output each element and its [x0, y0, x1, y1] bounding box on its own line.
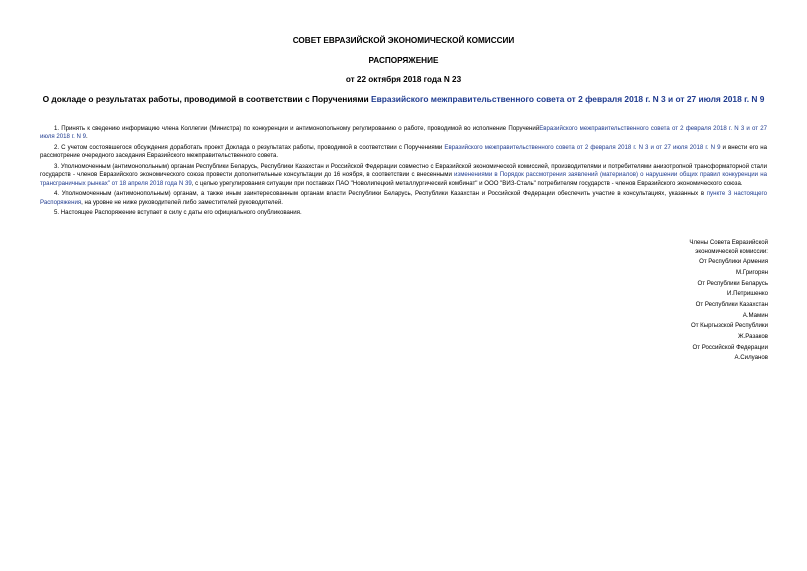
- signatures-heading-line-2: экономической комиссии:: [695, 247, 768, 255]
- paragraph-text: 4. Уполномоченным (антимонопольным) органам, а также иным заинтересованным органам власти Республики Беларусь, Республики Казахстан и Российской Федерации обеспечить участие в консультациях, указанных в: [54, 190, 707, 198]
- paragraph-4: [40, 190, 767, 207]
- paragraph-2: [40, 144, 767, 161]
- signatory-country-armenia: От Республики Армения: [699, 258, 768, 266]
- paragraph-text: .: [86, 133, 88, 141]
- council-heading: СОВЕТ ЕВРАЗИЙСКОЙ ЭКОНОМИЧЕСКОЙ КОМИССИИ: [292, 36, 515, 45]
- signatory-name-belarus: И.Петришенко: [727, 290, 768, 298]
- paragraph-text: 5. Настоящее Распоряжение вступает в силу с даты его официального опубликования.: [54, 209, 302, 217]
- signatures-block: [568, 239, 768, 365]
- paragraph-text: , с целью урегулирования ситуации при поставках ПАО "Новолипецкий металлургический комбинат" и ООО "ВИЗ-Сталь" потребителям государств - членов Евразийского экономического союза.: [191, 179, 743, 187]
- paragraph-text: 2. С учетом состоявшегося обсуждения доработать проект Доклада о результатах работы, проводимой в соответствии с Поручениями: [54, 144, 445, 151]
- paragraph-3: [40, 163, 767, 188]
- signatory-name-russia: А.Силуанов: [734, 354, 768, 362]
- signatures-heading-line-1: Члены Совета Евразийской: [689, 239, 768, 246]
- title-text: О докладе о результатах работы, проводимой в соответствии с Поручениями: [42, 94, 372, 104]
- paragraph-1: [40, 125, 767, 142]
- signatory-name-kyrgyzstan: Ж.Разаков: [737, 333, 768, 341]
- document-type-heading: РАСПОРЯЖЕНИЕ: [368, 56, 439, 65]
- paragraph-link[interactable]: изменениями в Порядок рассмотрения заявлений (материалов) о нарушении общих правил конкуренции на трансграничных рынках" от 18 апреля 2018 года N 39: [40, 171, 767, 187]
- paragraph-text: 3. Уполномоченным (антимонопольным) органам Республики Беларусь, Республики Казахстан и Российской Федерации совместно с Евразийской экономической комиссией, производителями и потребителями анизотропной трансформаторной стали государств - членов Евразийского экономического союза провести дополнительные консультации до 16 ноября, в соответствии с внесенными: [40, 163, 767, 179]
- signatory-country-belarus: От Республики Беларусь: [697, 279, 768, 287]
- signatory-country-kazakhstan: От Республики Казахстан: [695, 301, 768, 309]
- document-body: [40, 125, 767, 220]
- paragraph-text: , на уровне не ниже руководителей либо заместителей руководителей.: [81, 198, 283, 206]
- paragraph-text: 1. Принять к сведению информацию члена Коллегии (Министра) по конкуренции и антимонопольному регулированию о работе, проводимой во исполнение Поручений: [54, 125, 540, 132]
- signatory-name-armenia: М.Григорян: [736, 268, 768, 276]
- paragraph-text: и внести его на рассмотрение очередного заседания Евразийского межправительственного совета.: [40, 144, 768, 160]
- paragraph-5: [40, 209, 767, 217]
- signatory-country-kyrgyzstan: От Кыргызской Республики: [690, 322, 768, 330]
- document-title: [40, 94, 767, 105]
- title-link[interactable]: Евразийского межправительственного совета от 2 февраля 2018 г. N 3 и от 27 июля 2018 г. N 9: [371, 94, 765, 104]
- document-date: от 22 октября 2018 года N 23: [345, 75, 462, 84]
- paragraph-link[interactable]: Евразийского межправительственного совета от 2 февраля 2018 г. N 3 и от 27 июля 2018 г. N 9: [40, 125, 767, 141]
- paragraph-link[interactable]: пункте 3 настоящего Распоряжения: [40, 190, 767, 206]
- signatory-name-kazakhstan: А.Мамин: [742, 311, 768, 319]
- signatory-country-russia: От Российской Федерации: [692, 343, 768, 351]
- paragraph-link[interactable]: Евразийского межправительственного совета от 2 февраля 2018 г. N 3 и от 27 июля 2018 г. N 9: [444, 144, 721, 151]
